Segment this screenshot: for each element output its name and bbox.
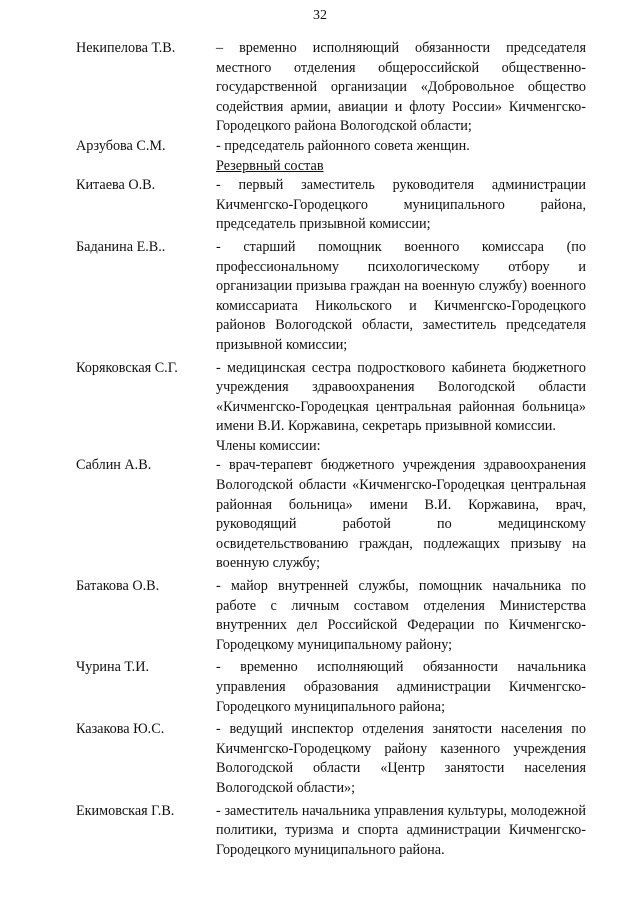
reserve-heading: Резервный состав <box>216 157 324 174</box>
page-number: 32 <box>313 8 327 23</box>
member-position: - майор внутренней службы, помощник начальника по работе с личным составом отделения Министерства внутренних дел Российской Федерации по Кичменгско-Городецкому муниципальному району; <box>216 578 586 653</box>
commission-list <box>0 39 640 860</box>
members-heading-row <box>0 437 640 457</box>
members-heading: Члены комиссии: <box>216 437 321 454</box>
member-position: - ведущий инспектор отделения занятости населения по Кичменгско-Городецкому району казенного учреждения Вологодской области «Центр занятости населения Вологодской области»; <box>216 721 586 796</box>
member-name: Арзубова С.М. <box>76 137 166 154</box>
member-row <box>0 39 640 137</box>
member-row <box>0 456 640 574</box>
member-row <box>0 720 640 798</box>
member-position: - первый заместитель руководителя администрации Кичменгско-Городецкого муниципального района, председатель призывной комиссии; <box>216 177 586 233</box>
reserve-row <box>0 176 640 235</box>
reserve-heading-row <box>0 157 640 177</box>
member-row <box>0 577 640 655</box>
member-position: – временно исполняющий обязанности председателя местного отделения общероссийской общественно-государственной организации «Добровольное общество содействия армии, авиации и флоту России» Кичменгско-Городецкого района Вологодской области; <box>216 40 586 135</box>
member-name: Чурина Т.И. <box>76 659 150 676</box>
member-row <box>0 137 640 157</box>
member-row <box>0 802 640 861</box>
reserve-row <box>0 238 640 356</box>
member-name: Саблин А.В. <box>76 457 152 474</box>
member-position: - председатель районного совета женщин. <box>216 137 470 154</box>
member-position: - медицинская сестра подросткового кабинета бюджетного учреждения здравоохранения Вологодской области «Кичменгско-Городецкая центральная районная больница» имени В.И. Коржавина, секретарь призывной комиссии. <box>216 359 586 435</box>
member-name: Коряковская С.Г. <box>76 359 178 376</box>
member-position: - заместитель начальника управления культуры, молодежной политики, туризма и спорта администрации Кичменгско-Городецкого муниципального района. <box>216 802 586 858</box>
member-name: Некипелова Т.В. <box>76 40 176 56</box>
member-name: Казакова Ю.С. <box>76 721 165 738</box>
member-position: - старший помощник военного комиссара (по профессиональному психологическому отбору и организации призыва граждан на военную службу) военного комиссариата Никольского и Кичменгско-Городецкого районов Вологодской области, заместитель председателя призывной комиссии; <box>216 238 586 353</box>
member-name: Баданина Е.В.. <box>76 238 166 255</box>
member-name: Екимовская Г.В. <box>76 802 175 819</box>
member-position: - временно исполняющий обязанности начальника управления образования администрации Кичменгско-Городецкого муниципального района; <box>216 659 586 715</box>
member-position: - врач-терапевт бюджетного учреждения здравоохранения Вологодской области «Кичменгско-Городецкая центральная районная больница» имени В.И. Коржавина, врач, руководящий работой по медицинскому освидетельствованию граждан, подлежащих призыву на военную службу; <box>216 457 586 572</box>
member-name: Батакова О.В. <box>76 578 160 595</box>
reserve-row <box>0 359 640 437</box>
member-name: Китаева О.В. <box>76 177 156 194</box>
member-row <box>0 658 640 717</box>
